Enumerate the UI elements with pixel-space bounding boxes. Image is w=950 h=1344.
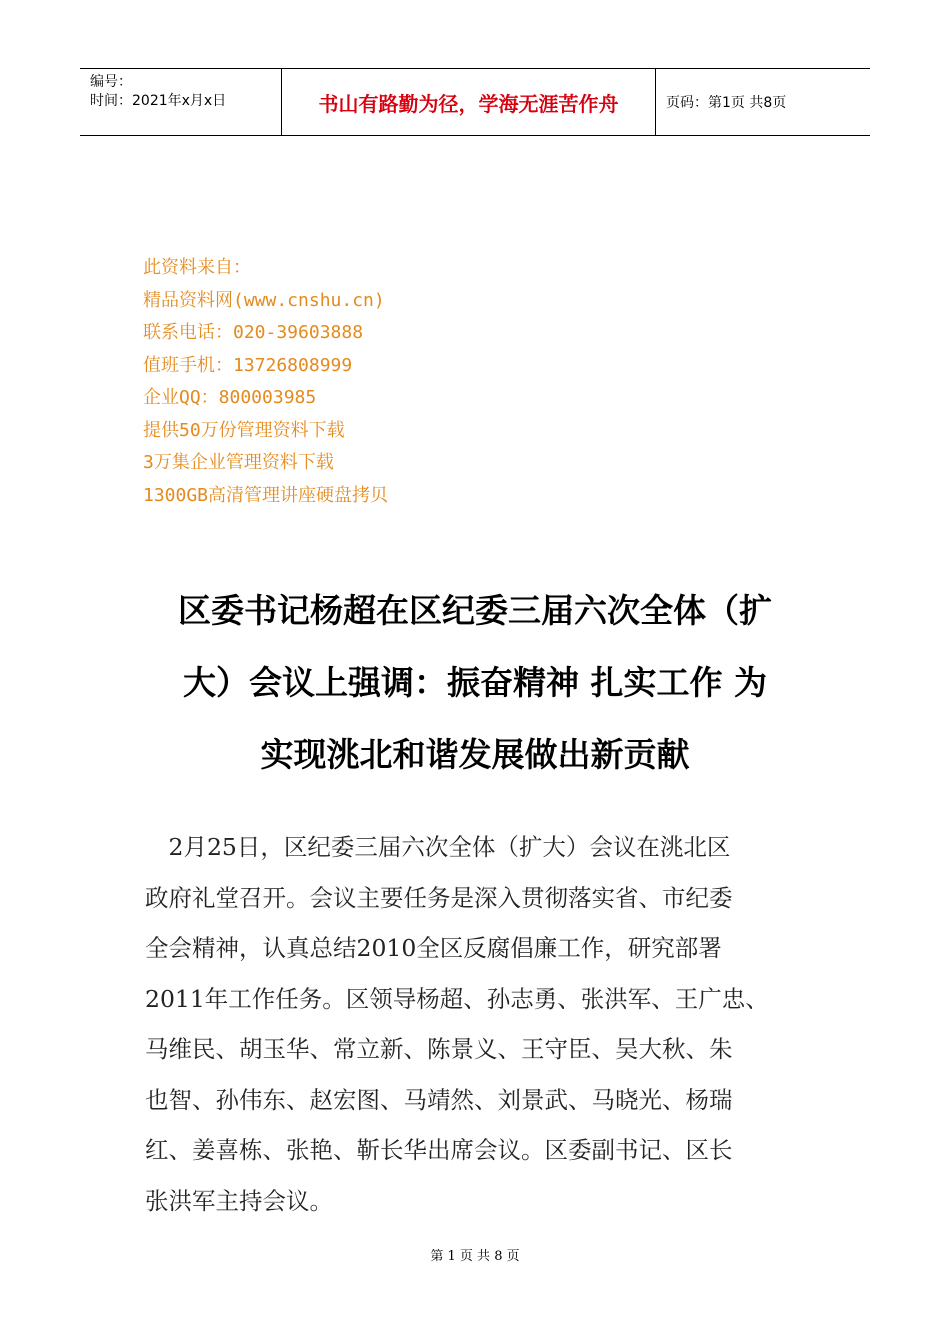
source-line: 3万集企业管理资料下载 xyxy=(143,452,334,473)
header-motto: 书山有路勤为径，学海无涯苦作舟 xyxy=(282,69,656,135)
source-line: 精品资料网(www.cnshu.cn) xyxy=(143,289,385,311)
header-meta xyxy=(80,69,282,135)
body-paragraph xyxy=(145,822,805,1226)
document-number-label: 编号： xyxy=(90,74,132,90)
body-line: 马维民、胡玉华、常立新、陈景义、王守臣、吴大秋、朱 xyxy=(145,1035,733,1063)
title-line: 大）会议上强调：振奋精神 扎实工作 为 xyxy=(183,663,767,702)
source-line: 1300GB高清管理讲座硬盘拷贝 xyxy=(143,484,389,506)
header-page-code: 页码：第1页 共8页 xyxy=(666,95,787,111)
body-line: 2011年工作任务。区领导杨超、孙志勇、张洪军、王广忠、 xyxy=(145,984,769,1013)
body-line: 红、姜喜栋、张艳、靳长华出席会议。区委副书记、区长 xyxy=(145,1136,733,1164)
body-line: 也智、孙伟东、赵宏图、马靖然、刘景武、马晓光、杨瑞 xyxy=(145,1085,733,1114)
source-info-block xyxy=(143,252,388,512)
page-header xyxy=(80,68,870,136)
page-footer: 第 1 页 共 8 页 xyxy=(430,1249,520,1264)
source-line: 值班手机：13726808999 xyxy=(143,354,353,376)
title-line: 区委书记杨超在区纪委三届六次全体（扩 xyxy=(178,591,772,630)
source-line: 联系电话：020-39603888 xyxy=(143,322,364,343)
body-line: 政府礼堂召开。会议主要任务是深入贯彻落实省、市纪委 xyxy=(145,883,733,912)
title-line: 实现洮北和谐发展做出新贡献 xyxy=(260,735,690,774)
source-line: 此资料来自： xyxy=(143,257,251,278)
body-line: 张洪军主持会议。 xyxy=(145,1186,333,1215)
document-time-label: 时间：2021年x月x日 xyxy=(90,93,227,109)
source-line: 提供50万份管理资料下载 xyxy=(143,419,345,441)
body-line: 2月25日，区纪委三届六次全体（扩大）会议在洮北区 xyxy=(145,833,731,861)
document-title xyxy=(120,575,830,791)
source-line: 企业QQ：800003985 xyxy=(143,387,317,408)
body-line: 全会精神，认真总结2010全区反腐倡廉工作，研究部署 xyxy=(145,934,722,962)
